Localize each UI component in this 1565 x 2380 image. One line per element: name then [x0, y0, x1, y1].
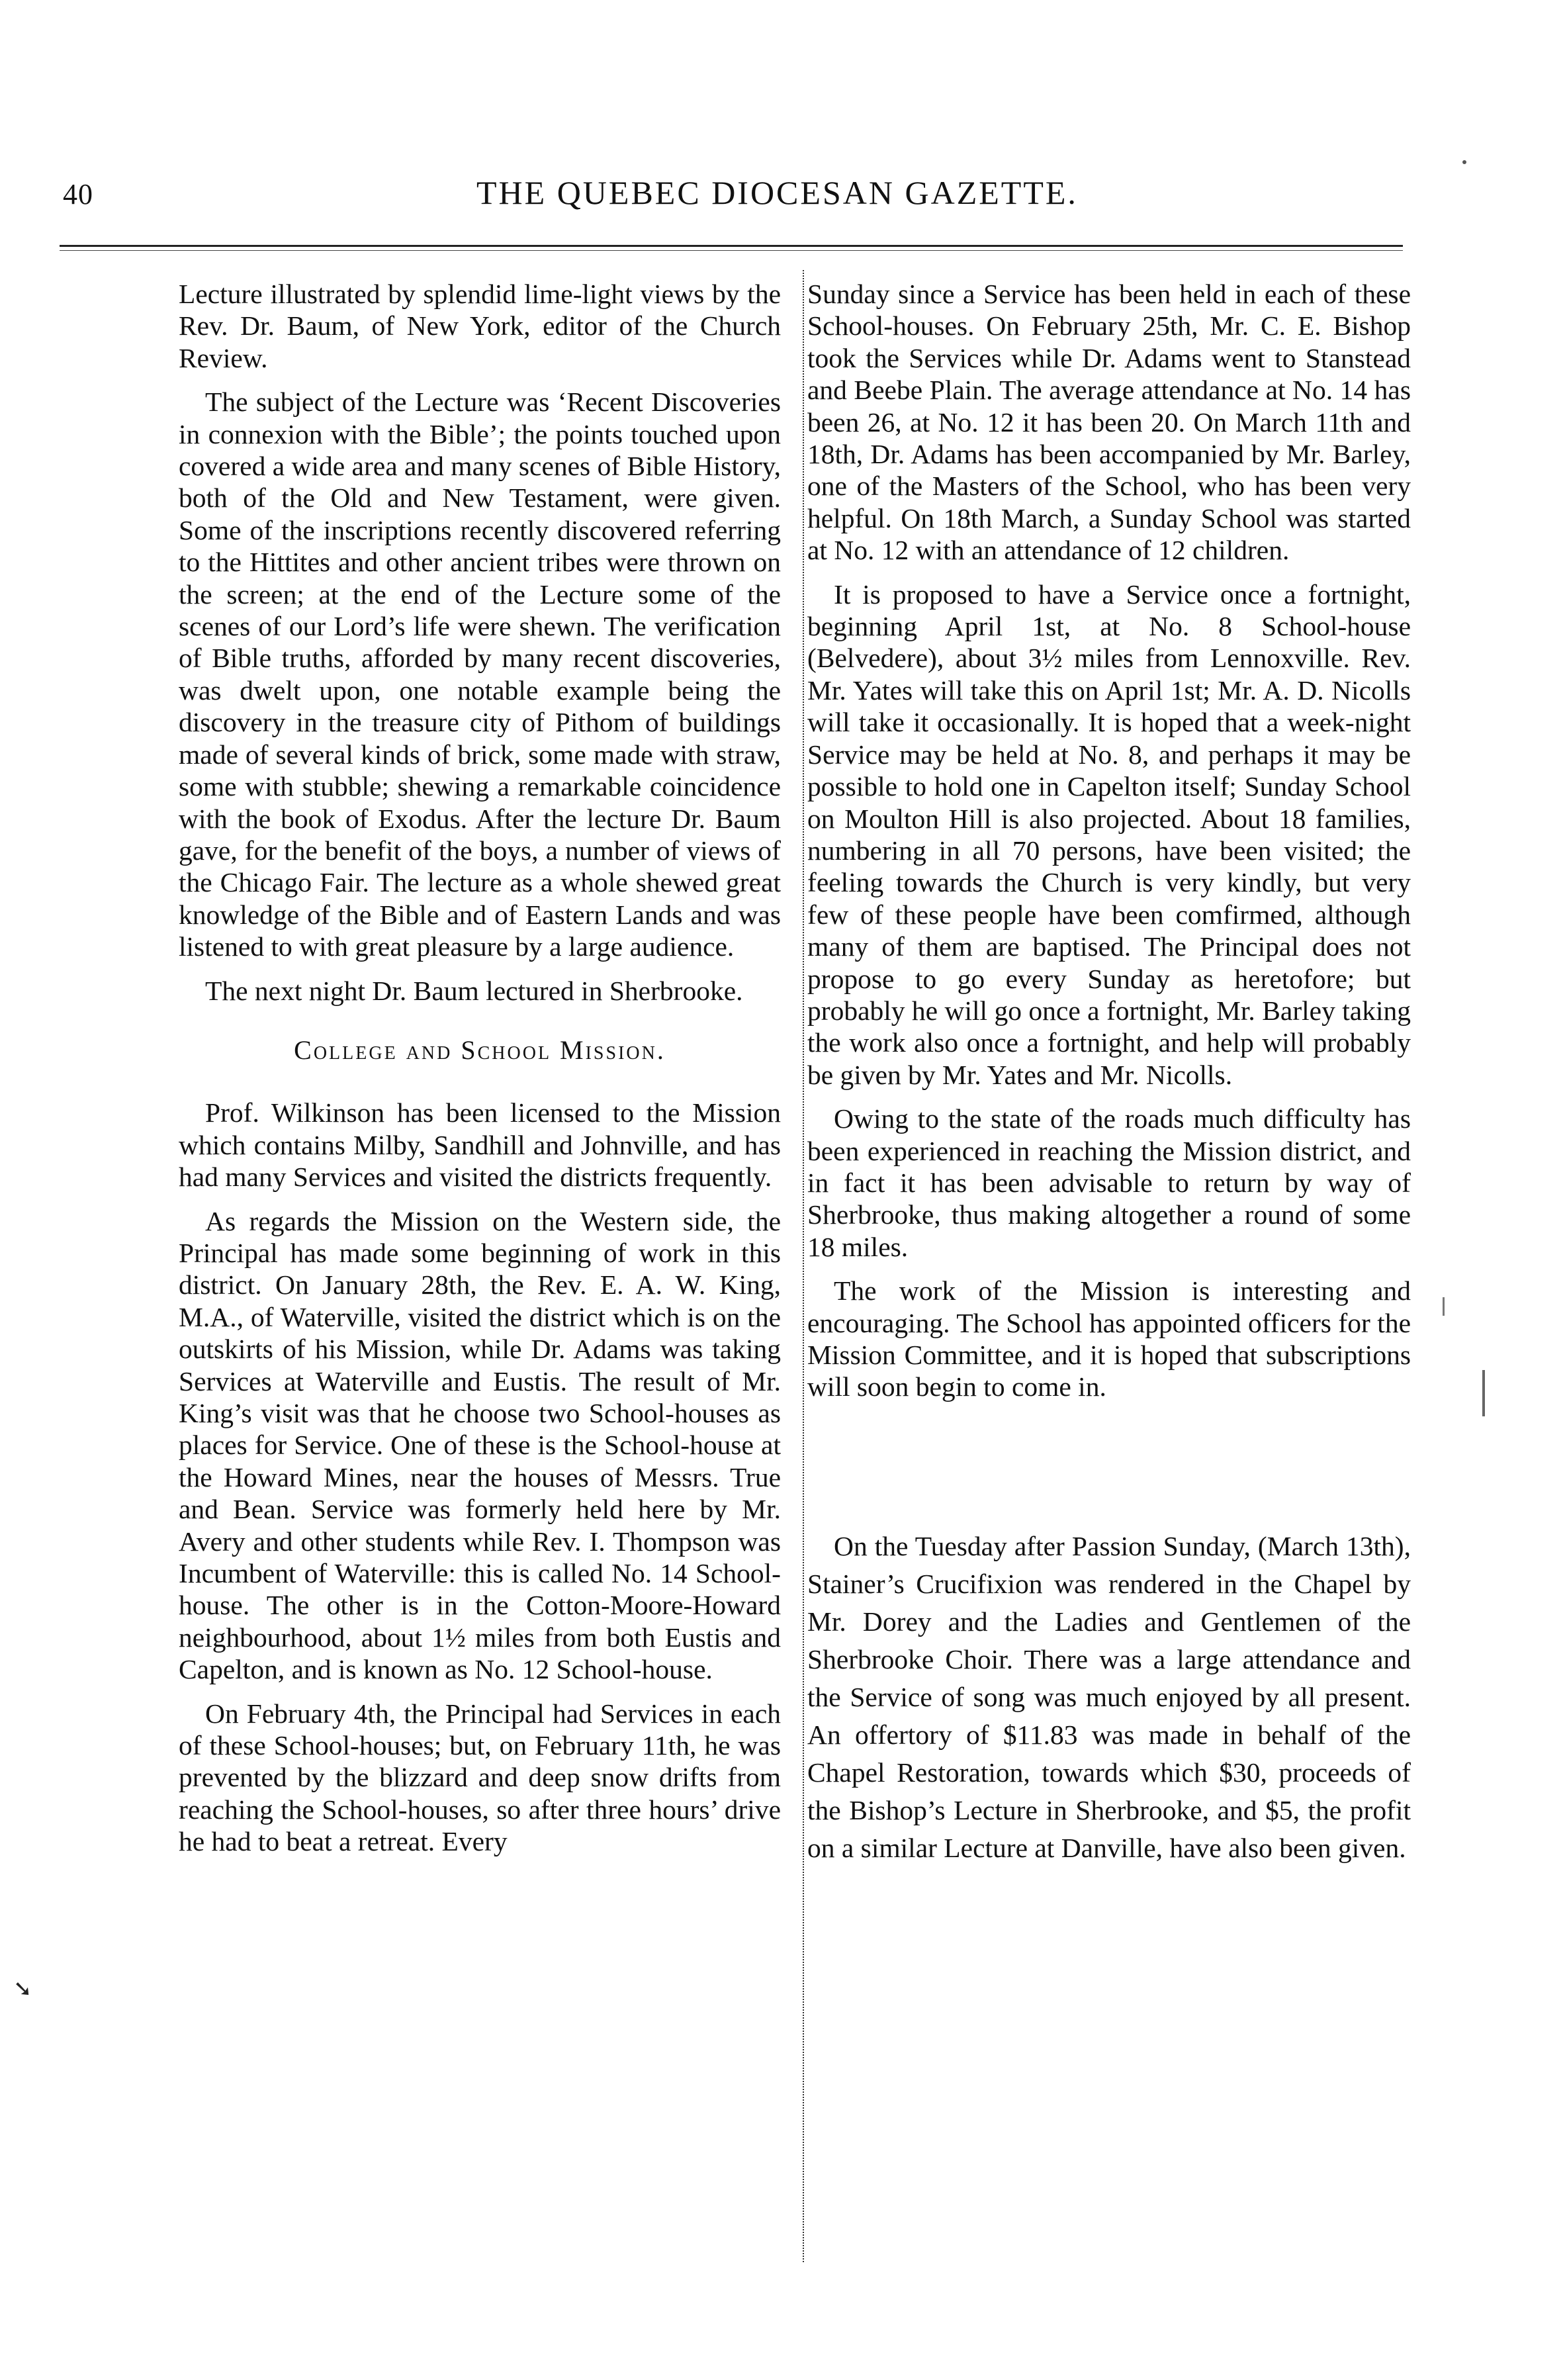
section-heading: College and School Mission.: [294, 1034, 666, 1065]
masthead-title: THE QUEBEC DIOCESAN GAZETTE.: [476, 174, 1078, 211]
mission-paragraph-1: Prof. Wilkinson has been licensed to the Mission which contains Milby, Sandhill and Johnville, and has had many Services and visited the districts frequently.: [179, 1097, 781, 1193]
left-column: [179, 278, 781, 1870]
header-rule: [60, 245, 1403, 247]
section-gap: [807, 1415, 1411, 1528]
lecture-sherbrooke-paragraph: The next night Dr. Baum lectured in Sherbrooke.: [205, 975, 743, 1006]
right-column: [807, 278, 1411, 1879]
lecture-intro-paragraph: Lecture illustrated by splendid lime-light views by the Rev. Dr. Baum, of New York, editor of the Church Review.: [179, 279, 781, 373]
roads-paragraph: Owing to the state of the roads much difficulty has been experienced in reaching the Mission district, and in fact it has been advisable to return by way of Sherbrooke, thus making altogether a round of some 18 miles.: [807, 1103, 1411, 1262]
margin-mark: [1443, 1297, 1445, 1316]
proposal-paragraph: It is proposed to have a Service once a fortnight, beginning April 1st, at No. 8 School-house (Belvedere), about 3½ miles from Lennoxville. Rev. Mr. Yates will take this on April 1st; Mr. A. D. Nicolls will take it occasionally. It is hoped that a week-night Service may be held at No. 8, and perhaps it may be possible to hold one in Capelton itself; Sunday School on Moulton Hill is also projected. About 18 families, numbering in all 70 persons, have been visited; the feeling towards the Church is very kindly, but very few of these people have been comfirmed, although many of them are baptised. The Principal does not propose to go every Sunday as heretofore; but probably he will go once a fortnight, Mr. Barley taking the work also once a fortnight, and help will probably be given by Mr. Yates and Mr. Nicolls.: [807, 578, 1411, 1090]
page-number: 40: [63, 178, 93, 210]
crucifixion-paragraph: On the Tuesday after Passion Sunday, (March 13th), Stainer’s Crucifixion was rendered in the Chapel by Mr. Dorey and the Ladies and Gentlemen of the Sherbrooke Choir. There was a large attendance and the Service of song was much enjoyed by all present. An offertory of $11.83 was made in behalf of the Chapel Restoration, towards which $30, proceeds of the Bishop’s Lecture in Sherbrooke, and $5, the profit on a similar Lecture at Danville, have also been given.: [807, 1530, 1411, 1863]
column-divider: [803, 270, 804, 2262]
continued-paragraph: Sunday since a Service has been held in each of these School-houses. On February 25th, Mr. C. E. Bishop took the Services while Dr. Adams went to Stanstead and Beebe Plain. The average attendance at No. 14 has been 26, at No. 12 it has been 20. On March 11th and 18th, Dr. Adams has been accompanied by Mr. Barley, one of the Masters of the School, who has been very helpful. On 18th March, a Sunday School was started at No. 12 with an attendance of 12 children.: [807, 279, 1411, 566]
margin-tick: [1462, 160, 1466, 164]
header-rule-thin: [60, 250, 1403, 251]
mission-paragraph-3: On February 4th, the Principal had Services in each of these School-houses; but, on February 11th, he was prevented by the blizzard and deep snow drifts from reaching the School-houses, so after three hours’ drive he had to beat a retreat. Every: [179, 1698, 781, 1857]
mission-work-paragraph: The work of the Mission is interesting and encouraging. The School has appointed officers for the Mission Committee, and it is hoped that subscriptions will soon begin to come in.: [807, 1275, 1411, 1402]
margin-arrow-icon: ➘: [13, 1977, 32, 2001]
lecture-subject-paragraph: The subject of the Lecture was ‘Recent Discoveries in connexion with the Bible’; the points touched upon covered a wide area and many scenes of Bible History, both of the Old and New Testament, were given. Some of the inscriptions recently discovered referring to the Hittites and other ancient tribes were thrown on the screen; at the end of the Lecture some of the scenes of our Lord’s life were shewn. The verification of Bible truths, afforded by many recent discoveries, was dwelt upon, one notable example being the discovery in the treasure city of Pithom of buildings made of several kinds of brick, some made with straw, some with stubble; shewing a remarkable coincidence with the book of Exodus. After the lecture Dr. Baum gave, for the benefit of the boys, a number of views of the Chicago Fair. The lecture as a whole shewed great knowledge of the Bible and of Eastern Lands and was listened to with great pleasure by a large audience.: [179, 387, 781, 962]
mission-paragraph-2: As regards the Mission on the Western side, the Principal has made some beginning of work in this district. On January 28th, the Rev. E. A. W. King, M.A., of Waterville, visited the district which is on the outskirts of his Mission, while Dr. Adams was taking Services at Waterville and Eustis. The result of Mr. King’s visit was that he choose two School-houses as places for Service. One of these is the School-house at the Howard Mines, near the houses of Messrs. True and Bean. Service was formerly held here by Mr. Avery and other students while Rev. I. Thompson was Incumbent of Waterville: this is called No. 14 School-house. The other is in the Cotton-Moore-Howard neighbourhood, about 1½ miles from both Eustis and Capelton, and is known as No. 12 School-house.: [179, 1205, 781, 1685]
margin-dash: [1482, 1370, 1485, 1416]
